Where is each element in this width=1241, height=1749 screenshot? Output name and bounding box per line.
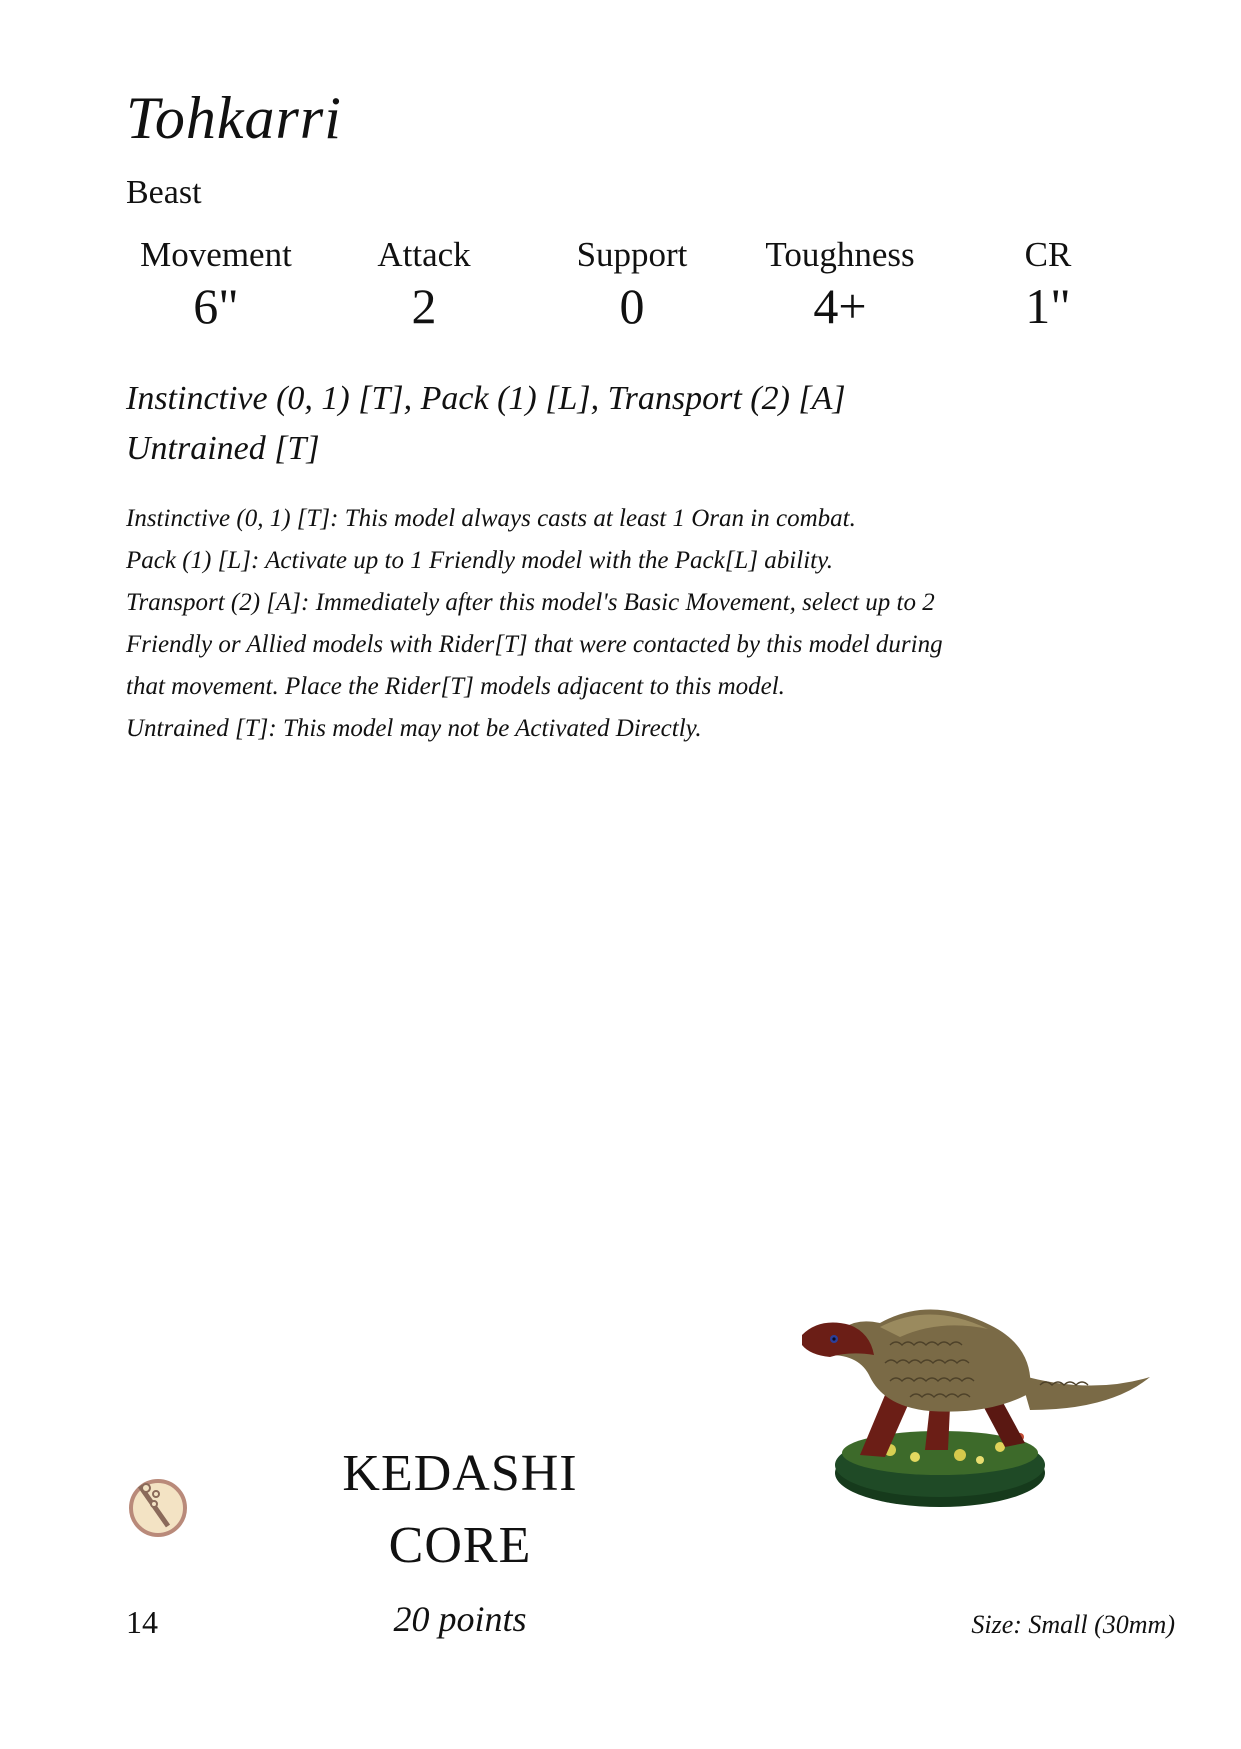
points-cost: 20 points	[393, 1599, 527, 1639]
stat-line	[126, 236, 1116, 346]
base-size: Size: Small (30mm)	[971, 1610, 1175, 1639]
ability-line: Untrained [T]	[126, 430, 320, 467]
stat-toughness	[740, 236, 940, 334]
faction-name: KEDASHI	[342, 1445, 578, 1502]
stat-cr	[948, 236, 1148, 334]
stat-label: Movement	[140, 235, 292, 274]
rule-line: Transport (2) [A]: Immediately after this model's Basic Movement, select up to 2	[126, 589, 935, 616]
miniature-photo	[790, 1285, 1170, 1515]
unit-type: Beast	[126, 174, 202, 211]
page-number: 14	[126, 1604, 158, 1640]
stat-attack	[324, 236, 524, 334]
rule-line: Untrained [T]: This model may not be Activated Directly.	[126, 715, 702, 742]
stat-value: 0	[619, 277, 645, 334]
stat-movement	[116, 236, 316, 334]
faction-label	[300, 1438, 620, 1582]
ability-line: Instinctive (0, 1) [T], Pack (1) [L], Transport (2) [A]	[126, 380, 846, 417]
stat-label: CR	[1024, 235, 1072, 274]
stat-value: 6"	[193, 277, 239, 334]
faction-emblem-icon	[126, 1474, 190, 1538]
rules-text	[126, 498, 1086, 750]
unit-name: Tohkarri	[126, 85, 342, 151]
stat-support	[532, 236, 732, 334]
faction-category: CORE	[388, 1517, 532, 1574]
rule-line: Friendly or Allied models with Rider[T] that were contacted by this model during	[126, 631, 943, 658]
rule-line: that movement. Place the Rider[T] models adjacent to this model.	[126, 673, 785, 700]
stat-label: Attack	[377, 235, 471, 274]
stat-value: 2	[411, 277, 437, 334]
stat-label: Support	[576, 235, 688, 274]
ability-list	[126, 374, 1106, 474]
stat-value: 1"	[1025, 277, 1071, 334]
rule-line: Instinctive (0, 1) [T]: This model always casts at least 1 Oran in combat.	[126, 505, 856, 532]
stat-label: Toughness	[765, 235, 915, 274]
stat-value: 4+	[813, 277, 867, 334]
rule-line: Pack (1) [L]: Activate up to 1 Friendly model with the Pack[L] ability.	[126, 547, 834, 574]
